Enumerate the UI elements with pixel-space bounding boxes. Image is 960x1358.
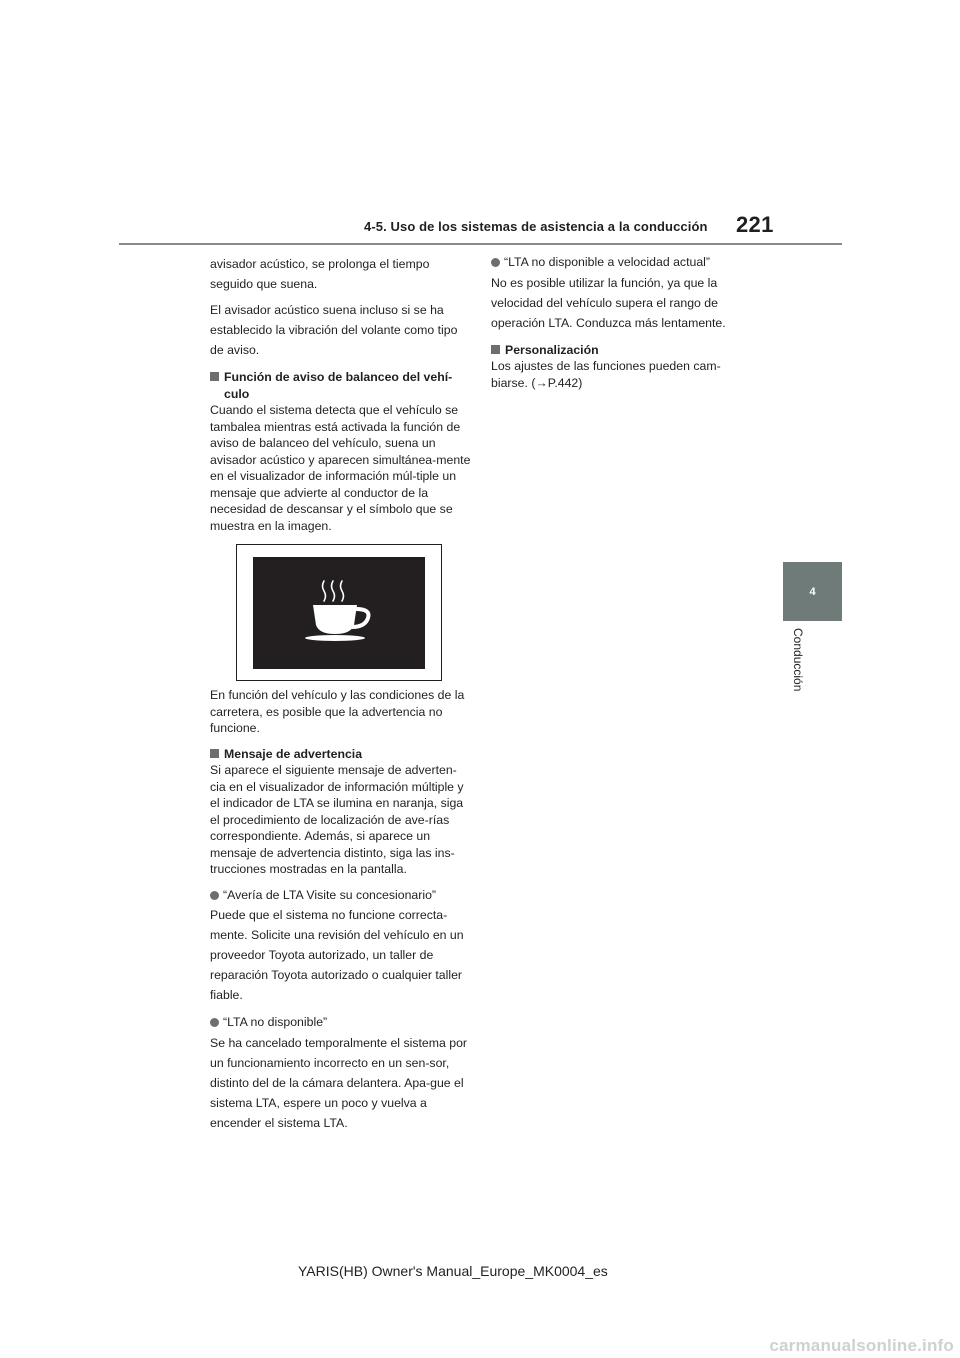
bullet-dot-icon	[210, 891, 219, 900]
chapter-number: 4	[809, 585, 816, 598]
bullet-lta-fault-title: “Avería de LTA Visite su concesionario”	[223, 887, 437, 902]
sway-warning-heading	[210, 369, 472, 402]
customization-heading	[491, 342, 753, 359]
header-divider	[119, 243, 842, 245]
manual-id: YARIS(HB) Owner's Manual_Europe_MK0004_es	[298, 1263, 608, 1279]
sway-warning-text: Cuando el sistema detecta que el vehículo se tambalea mientras está activada la función de aviso de balanceo del vehículo, suena un avisador acústico y aparecen simultánea-mente en el visualizador de información múl-tiple un mensaje que advierte al conductor de la necesidad de descansar y el símbolo que se muestra en la imagen.	[210, 403, 471, 533]
chapter-tab	[783, 562, 842, 621]
square-marker-icon	[210, 749, 219, 758]
bullet-lta-fault-text: Puede que el sistema no funcione correcta-mente. Solicite una revisión del vehículo en un proveedor Toyota autorizado, un taller de reparación Toyota autorizado o cualquier taller fiable.	[210, 908, 464, 1002]
warning-message-text: Si aparece el siguiente mensaje de adverten-cia en el visualizador de información múltiple y el indicador de LTA se ilumina en naranja, siga el procedimiento de localización de ave-rías correspondiente. Además, si aparece un mensaje de advertencia distinto, siga las ins-trucciones mostradas en la pantalla.	[210, 763, 464, 876]
intro-paragraph-2: El avisador acústico suena incluso si se ha establecido la vibración del volante como tipo de aviso.	[210, 303, 458, 357]
after-figure-text: En función del vehículo y las condiciones de la carretera, es posible que la advertencia no funcione.	[210, 688, 465, 735]
square-marker-icon	[210, 372, 219, 381]
rest-suggestion-figure	[236, 544, 442, 681]
section-title: 4-5. Uso de los sistemas de asistencia a la conducción	[364, 219, 708, 234]
page-number: 221	[736, 212, 774, 237]
chapter-label: Conducción	[791, 628, 805, 692]
sway-warning-heading-text: Función de aviso de balanceo del vehí-culo	[224, 370, 453, 401]
multi-information-display	[253, 557, 425, 669]
right-column	[491, 254, 753, 391]
watermark: carmanualsonline.info	[769, 1336, 954, 1355]
bullet-lta-speed-title: “LTA no disponible a velocidad actual”	[504, 255, 710, 269]
bullet-dot-icon	[491, 258, 500, 267]
bullet-lta-speed-text: No es posible utilizar la función, ya que la velocidad del vehículo supera el rango de operación LTA. Conduzca más lentamente.	[491, 275, 726, 330]
square-marker-icon	[491, 345, 500, 354]
warning-message-heading	[210, 746, 472, 763]
coffee-cup-icon	[253, 557, 425, 669]
customization-text: Los ajustes de las funciones pueden cam-biarse. (→P.442)	[491, 359, 721, 390]
bullet-lta-speed	[491, 254, 753, 271]
bullet-lta-fault	[210, 887, 472, 904]
bullet-dot-icon	[210, 1018, 219, 1027]
customization-heading-text: Personalización	[505, 342, 599, 357]
bullet-lta-unavailable-text: Se ha cancelado temporalmente el sistema por un funcionamiento incorrecto en un sen-sor, distinto del de la cámara delantera. Apa-gue el sistema LTA, espere un poco y vuelva a encender el sistema LTA.	[210, 1035, 468, 1130]
warning-message-heading-text: Mensaje de advertencia	[224, 746, 363, 761]
bullet-lta-unavailable-title: “LTA no disponible”	[223, 1015, 328, 1029]
bullet-lta-unavailable	[210, 1014, 472, 1031]
left-column	[210, 254, 472, 1133]
intro-paragraph-1: avisador acústico, se prolonga el tiempo seguido que suena.	[210, 257, 430, 291]
